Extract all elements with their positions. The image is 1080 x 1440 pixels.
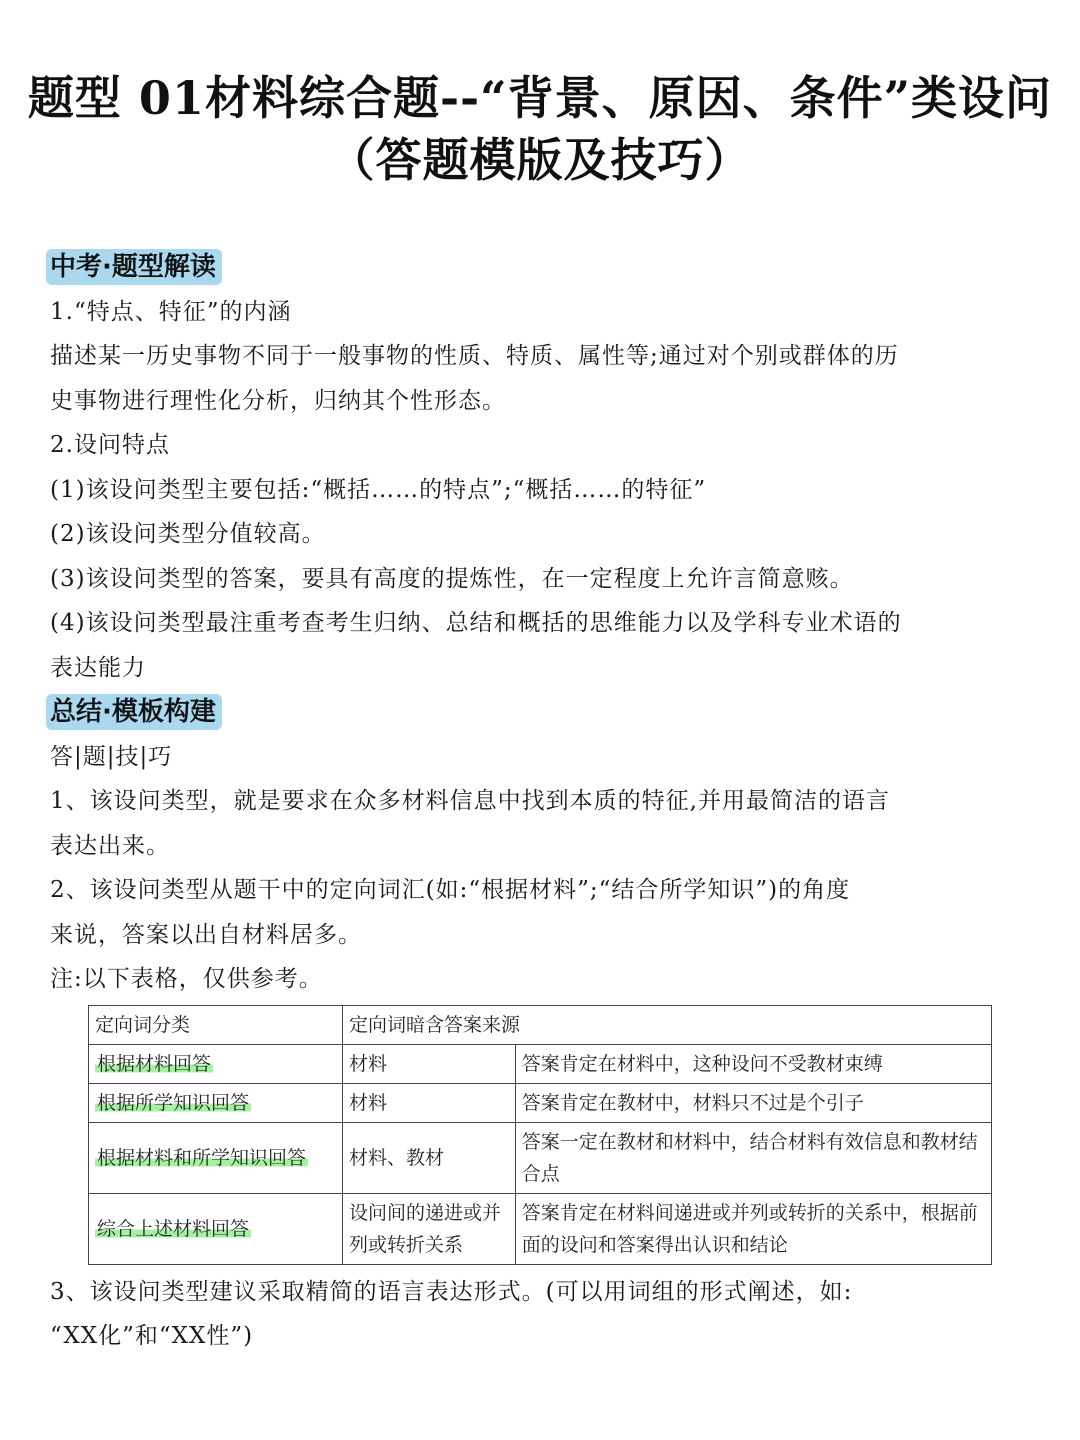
table-cell-note: 答案肯定在材料间递进或并列或转折的关系中，根据前面的设问和答案得出认识和结论 [515, 1194, 991, 1265]
paragraph-line: 2、该设问类型从题干中的定向词汇(如:“根据材料”;“结合所学知识”)的角度 [50, 877, 851, 903]
highlighted-text: 根据材料回答 [97, 1053, 212, 1075]
highlighted-text: 根据所学知识回答 [97, 1092, 250, 1114]
paragraph-line: 1.“特点、特征”的内涵 [50, 299, 292, 325]
table-cell-category [89, 1194, 343, 1265]
paragraph-line: 注:以下表格，仅供参考。 [50, 966, 323, 992]
section-heading-interpretation: 中考·题型解读 [46, 249, 222, 285]
table-cell-note: 答案一定在教材和材料中，结合材料有效信息和教材结合点 [515, 1123, 991, 1194]
paragraph-line: (1)该设问类型主要包括:“概括……的特点”;“概括……的特征” [50, 477, 707, 503]
section-heading-template: 总结·模板构建 [46, 694, 222, 730]
highlighted-text: 综合上述材料回答 [97, 1218, 250, 1240]
table-cell-category [89, 1123, 343, 1194]
table-cell-category [89, 1045, 343, 1084]
table-cell-category [89, 1084, 343, 1123]
paragraph-line: 来说，答案以出自材料居多。 [50, 922, 362, 948]
table-header-cell: 定向词分类 [89, 1006, 343, 1045]
table-row [89, 1045, 992, 1084]
page-title-line1: 题型 01材料综合题--“背景、原因、条件”类设问 [27, 71, 1053, 125]
paragraph-line: (2)该设问类型分值较高。 [50, 521, 326, 547]
paragraph-line: 1、该设问类型，就是要求在众多材料信息中找到本质的特征,并用最简洁的语言 [50, 788, 890, 814]
paragraph-line: 3、该设问类型建议采取精简的语言表达形式。(可以用词组的形式阐述，如: [50, 1279, 853, 1305]
paragraph-line: (4)该设问类型最注重考查考生归纳、总结和概括的思维能力以及学科专业术语的 [50, 610, 902, 636]
paragraph-line: 表达出来。 [50, 833, 170, 859]
table-cell-source: 材料、教材 [342, 1123, 515, 1194]
table-header-cell: 定向词暗含答案来源 [342, 1006, 991, 1045]
paragraph-line: 答|题|技|巧 [50, 744, 173, 770]
page-title-line2: （答题模版及技巧） [328, 133, 752, 187]
paragraph-line: (3)该设问类型的答案，要具有高度的提炼性，在一定程度上允许言简意赅。 [50, 566, 854, 592]
reference-table [88, 1005, 992, 1265]
table-header-row [89, 1006, 992, 1045]
table-cell-source: 材料 [342, 1084, 515, 1123]
paragraph-line: 描述某一历史事物不同于一般事物的性质、特质、属性等;通过对个别或群体的历 [50, 343, 899, 369]
table-cell-note: 答案肯定在材料中，这种设问不受教材束缚 [515, 1045, 991, 1084]
paragraph-line: 表达能力 [50, 655, 146, 681]
table-cell-note: 答案肯定在教材中，材料只不过是个引子 [515, 1084, 991, 1123]
table-cell-source: 设问间的递进或并列或转折关系 [342, 1194, 515, 1265]
table-cell-source: 材料 [342, 1045, 515, 1084]
paragraph-line: 2.设问特点 [50, 432, 170, 458]
table-row [89, 1194, 992, 1265]
table-row [89, 1084, 992, 1123]
paragraph-line: 史事物进行理性化分析，归纳其个性形态。 [50, 388, 506, 414]
highlighted-text: 根据材料和所学知识回答 [97, 1147, 307, 1169]
table-row [89, 1123, 992, 1194]
paragraph-line: “XX化”和“XX性”) [50, 1323, 254, 1349]
